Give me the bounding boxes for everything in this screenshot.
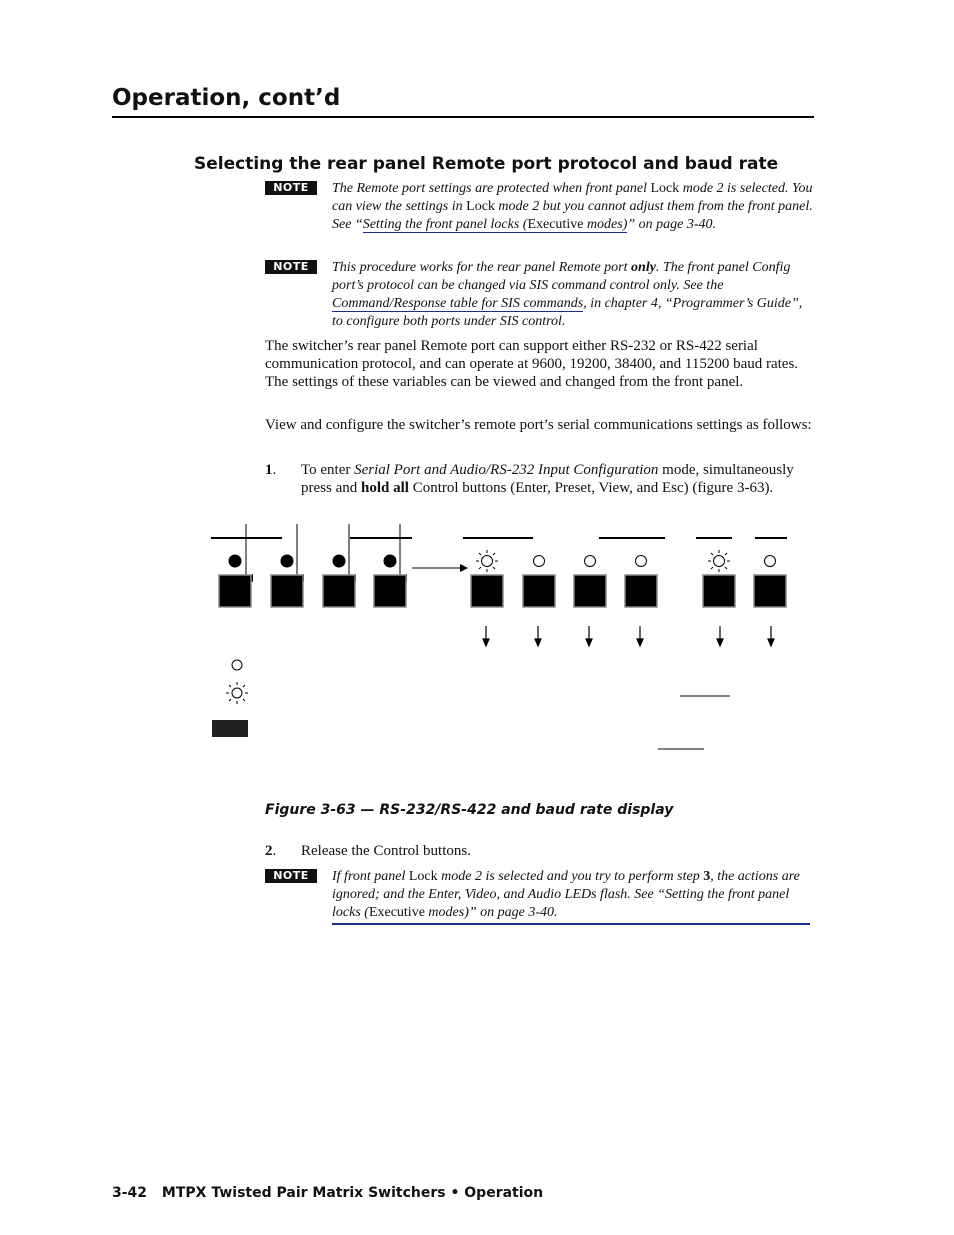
- body-paragraph-1: The switcher’s rear panel Remote port can support either RS-232 or RS-422 serial communication protocol, and can operate at 9600, 19200, 38400, and 115200 baud rates. The settings of these variables can be viewed and changed from the front panel.: [265, 338, 799, 390]
- panel-button: [271, 575, 303, 607]
- page-number: 3-42: [112, 1185, 148, 1201]
- cross-ref-link[interactable]: Setting the front panel locks (Executive modes): [362, 217, 628, 232]
- note-1: NOTE The Remote port settings are protected when front panel Lock mode 2 is selected. You can view the settings in Lock mode 2 but you cannot adjust them from the front panel. See “Setting the front panel locks (Executive modes)” on page 3-40.: [265, 180, 815, 234]
- panel-button: [374, 575, 406, 607]
- panel-button: [625, 575, 657, 607]
- led-off: [636, 556, 647, 567]
- output-arrowhead: [483, 639, 489, 646]
- led-blink: [708, 550, 730, 572]
- body-paragraph-2: View and configure the switcher’s remote port’s serial communications settings as follows:: [265, 417, 812, 433]
- step-1: 1. To enter Serial Port and Audio/RS-232 Input Configuration mode, simultaneously press and hold all Control buttons (Enter, Preset, View, and Esc) (figure 3-63).: [265, 462, 794, 496]
- note-2: NOTE This procedure works for the rear panel Remote port only. The front panel Config port’s protocol can be changed via SIS command control only. See the Command/Response table for SIS commands, in chapter 4, “Programmer’s Guide”, to configure both ports under SIS control.: [265, 259, 815, 331]
- legend-led-off: [232, 660, 242, 670]
- panel-button: [219, 575, 251, 607]
- output-arrowhead: [535, 639, 541, 646]
- output-arrowhead: [768, 639, 774, 646]
- panel-button: [471, 575, 503, 607]
- section-title: Selecting the rear panel Remote port protocol and baud rate: [194, 154, 779, 174]
- step-2: 2. Release the Control buttons.: [265, 843, 471, 859]
- note-badge: NOTE: [265, 260, 317, 274]
- output-arrowhead: [586, 639, 592, 646]
- figure-caption: Figure 3-63 — RS-232/RS-422 and baud rate display: [265, 802, 674, 818]
- panel-button: [754, 575, 786, 607]
- output-arrowhead: [637, 639, 643, 646]
- front-panel-figure: [200, 520, 800, 770]
- panel-button: [523, 575, 555, 607]
- output-arrowhead: [717, 639, 723, 646]
- panel-button: [574, 575, 606, 607]
- page-title: Operation, cont’d: [112, 85, 341, 111]
- legend-lcd-block: [212, 720, 248, 737]
- led-on: [281, 555, 293, 567]
- led-off: [534, 556, 545, 567]
- led-on: [384, 555, 396, 567]
- led-on: [229, 555, 241, 567]
- panel-button: [323, 575, 355, 607]
- led-off: [585, 556, 596, 567]
- sis-commands-link[interactable]: Command/Response table for SIS commands: [332, 296, 584, 311]
- led-blink: [476, 550, 498, 572]
- led-on: [333, 555, 345, 567]
- panel-button: [703, 575, 735, 607]
- legend-led-blink-icon: [226, 682, 248, 704]
- page-footer: [112, 1185, 543, 1201]
- note-badge: NOTE: [265, 869, 317, 883]
- note-3: NOTE If front panel Lock mode 2 is selected and you try to perform step 3, the actions are ignored; and the Enter, Video, and Audio LEDs flash. See “Setting the front panel locks (Executive modes)” on page 3-40.: [265, 868, 810, 925]
- page-header: [112, 84, 814, 118]
- note-badge: NOTE: [265, 181, 317, 195]
- led-off: [765, 556, 776, 567]
- footer-title: MTPX Twisted Pair Matrix Switchers • Operation: [161, 1185, 544, 1201]
